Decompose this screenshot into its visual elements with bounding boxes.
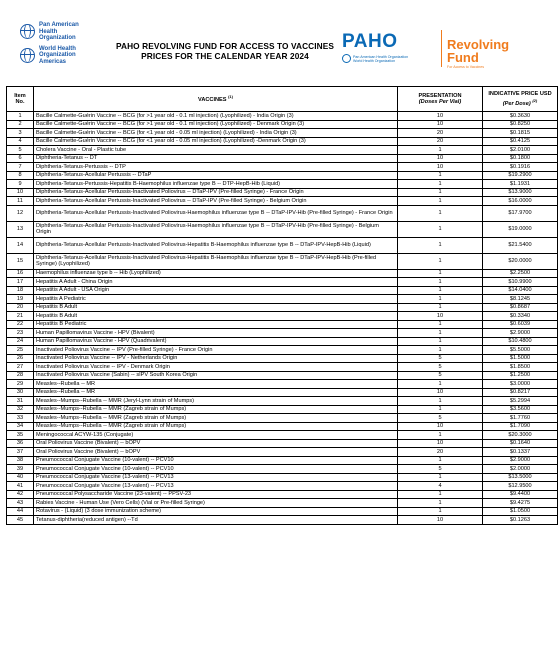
item-no-cell: 42	[7, 490, 34, 499]
price-cell: $0.4125	[483, 137, 558, 146]
item-no-cell: 10	[7, 188, 34, 197]
item-no-cell: 38	[7, 456, 34, 465]
presentation-cell: 10	[398, 388, 483, 397]
item-no-cell: 36	[7, 439, 34, 448]
item-no-cell: 8	[7, 171, 34, 180]
presentation-cell: 1	[398, 197, 483, 206]
presentation-cell: 1	[398, 180, 483, 189]
paho-sub2: World Health Organization	[353, 58, 396, 63]
price-cell: $13.5000	[483, 473, 558, 482]
vaccine-name-cell: Oral Poliovirus Vaccine (Bivalent) -- bOPV	[34, 448, 398, 457]
table-row	[7, 439, 558, 448]
item-no-cell: 7	[7, 163, 34, 172]
presentation-cell: 10	[398, 112, 483, 121]
presentation-cell: 20	[398, 137, 483, 146]
presentation-cell: 1	[398, 286, 483, 295]
table-row	[7, 154, 558, 163]
price-cell: $10.9900	[483, 278, 558, 287]
document-title	[113, 41, 337, 61]
presentation-cell: 1	[398, 329, 483, 338]
presentation-cell: 1	[398, 253, 483, 269]
price-cell: $13.9000	[483, 188, 558, 197]
table-row	[7, 405, 558, 414]
price-cell: $9.4400	[483, 490, 558, 499]
price-cell: $10.4800	[483, 337, 558, 346]
presentation-cell: 1	[398, 303, 483, 312]
table-row	[7, 197, 558, 206]
table-row	[7, 120, 558, 129]
vaccine-name-cell: Hepatitis A Adult - USA Origin	[34, 286, 398, 295]
item-no-cell: 4	[7, 137, 34, 146]
table-row	[7, 422, 558, 431]
vaccine-name-cell: Diphtheria-Tetanus-Pertussis -- DTP	[34, 163, 398, 172]
price-cell: $21.5400	[483, 237, 558, 253]
table-row	[7, 516, 558, 525]
vaccine-name-cell: Hepatitis A Adult - China Origin	[34, 278, 398, 287]
paho-who-logo	[20, 22, 104, 69]
presentation-cell: 5	[398, 354, 483, 363]
item-no-cell: 26	[7, 354, 34, 363]
presentation-cell: 20	[398, 448, 483, 457]
price-cell: $2.0000	[483, 465, 558, 474]
vaccine-name-cell: Hepatitis B Adult	[34, 312, 398, 321]
price-cell: $1.2500	[483, 371, 558, 380]
table-row	[7, 473, 558, 482]
item-no-cell: 40	[7, 473, 34, 482]
presentation-cell: 1	[398, 473, 483, 482]
vaccine-name-cell: Bacille Calmette-Guérin Vaccine -- BCG (for <1 year old - 0.05 ml injection) (Lyophilized) - India Origin (3)	[34, 129, 398, 138]
item-no-cell: 31	[7, 397, 34, 406]
presentation-cell: 1	[398, 320, 483, 329]
table-row	[7, 237, 558, 253]
vaccine-name-cell: Inactivated Poliovirus Vaccine (Sabin) -- sIPV South Korea Origin	[34, 371, 398, 380]
item-no-cell: 18	[7, 286, 34, 295]
rf-line2: Fund	[447, 50, 479, 65]
vaccine-name-cell: Pneumococcal Conjugate Vaccine (10-valent) -- PCV10	[34, 456, 398, 465]
table-row	[7, 269, 558, 278]
who-globe-icon	[20, 48, 35, 63]
price-cell: $2.9000	[483, 456, 558, 465]
item-no-cell: 17	[7, 278, 34, 287]
presentation-cell: 1	[398, 397, 483, 406]
vaccine-name-cell: Inactivated Poliovirus Vaccine -- IPV - Netherlands Origin	[34, 354, 398, 363]
vaccine-name-cell: Bacille Calmette-Guérin Vaccine -- BCG (for >1 year old - 0.1 ml injection) (Lyophilized) - Denmark Origin (3)	[34, 120, 398, 129]
table-row	[7, 112, 558, 121]
item-no-cell: 32	[7, 405, 34, 414]
logo-divider	[441, 30, 442, 67]
item-no-cell: 45	[7, 516, 34, 525]
vaccine-name-cell: Pneumococcal Conjugate Vaccine (13-valent) -- PCV13	[34, 473, 398, 482]
price-cell: $0.3340	[483, 312, 558, 321]
table-row	[7, 286, 558, 295]
vaccine-name-cell: Bacille Calmette-Guérin Vaccine -- BCG (for <1 year old - 0.05 ml injection) (Lyophilized) -Denmark Origin (3)	[34, 137, 398, 146]
table-row	[7, 346, 558, 355]
table-row	[7, 303, 558, 312]
vaccine-price-table	[6, 86, 558, 525]
presentation-cell: 4	[398, 482, 483, 491]
price-cell: $5.2994	[483, 397, 558, 406]
table-row	[7, 363, 558, 372]
vaccine-name-cell: Diphtheria-Tetanus-Acellular Pertussis-Inactivated Poliovirus -- DTaP-IPV (Pre-filled Syringe) - France Origin	[34, 188, 398, 197]
table-row	[7, 171, 558, 180]
vaccine-name-cell: Diphtheria-Tetanus-Acellular Pertussis-Inactivated Poliovirus-Hepatitis B-Haemophilus influenzae type B -- DTaP-IPV-HepB-Hib (Liquid)	[34, 237, 398, 253]
item-no-cell: 11	[7, 197, 34, 206]
presentation-cell: 1	[398, 269, 483, 278]
item-no-cell: 39	[7, 465, 34, 474]
title-line2: PRICES FOR THE CALENDAR YEAR 2024	[141, 51, 309, 61]
table-body	[7, 112, 558, 525]
item-no-cell: 13	[7, 221, 34, 237]
item-no-cell: 15	[7, 253, 34, 269]
price-cell: $0.8687	[483, 303, 558, 312]
vaccine-name-cell: Measles--Rubella -- MR	[34, 388, 398, 397]
vaccine-name-cell: Bacille Calmette-Guérin Vaccine -- BCG (for >1 year old - 0.1 ml injection) (Lyophilized) - India Origin (3)	[34, 112, 398, 121]
price-cell: $0.1640	[483, 439, 558, 448]
price-cell: $8.1245	[483, 295, 558, 304]
price-cell: $2.2500	[483, 269, 558, 278]
price-cell: $16.0000	[483, 197, 558, 206]
table-row	[7, 180, 558, 189]
col-header-price: INDICATIVE PRICE USD (Per Dose) $^{(2)}$	[483, 87, 558, 112]
presentation-cell: 10	[398, 163, 483, 172]
logo-paho-line1: Pan American	[39, 22, 79, 28]
presentation-cell: 1	[398, 499, 483, 508]
price-cell: $0.1263	[483, 516, 558, 525]
presentation-cell: 1	[398, 146, 483, 155]
item-no-cell: 5	[7, 146, 34, 155]
paho-globe-icon	[20, 24, 35, 39]
col-header-presentation: PRESENTATION (Doses Per Vial)	[398, 87, 483, 112]
table-row	[7, 397, 558, 406]
rf-line1: Revolving	[447, 37, 510, 52]
table-row	[7, 431, 558, 440]
item-no-cell: 44	[7, 507, 34, 516]
presentation-sub: (Doses Per Vial)	[418, 99, 462, 105]
presentation-cell: 1	[398, 380, 483, 389]
vaccine-name-cell: Diphtheria-Tetanus-Pertussis-Hepatitis B-Haemophilus influenzae type B -- DTP-HepB-Hib (Liquid)	[34, 180, 398, 189]
logo-paho-line2: Health	[39, 28, 58, 35]
price-cell: $19.2900	[483, 171, 558, 180]
presentation-cell: 1	[398, 188, 483, 197]
vaccine-name-cell: Oral Poliovirus Vaccine (Bivalent) -- bOPV	[34, 439, 398, 448]
price-cell: $0.1916	[483, 163, 558, 172]
item-no-cell: 30	[7, 388, 34, 397]
price-cell: $1.7760	[483, 414, 558, 423]
presentation-cell: 1	[398, 205, 483, 221]
vaccine-name-cell: Rotavirus - (Liquid) (3 dose immunization scheme)	[34, 507, 398, 516]
presentation-cell: 1	[398, 237, 483, 253]
vaccine-name-cell: Measles--Mumps--Rubella -- MMR (Zagreb strain of Mumps)	[34, 405, 398, 414]
price-cell: $5.5000	[483, 346, 558, 355]
price-cell: $0.1337	[483, 448, 558, 457]
paho-brand: PAHO	[342, 31, 398, 52]
table-row	[7, 337, 558, 346]
table-row	[7, 448, 558, 457]
presentation-cell: 1	[398, 456, 483, 465]
table-row	[7, 295, 558, 304]
price-cell: $12.9500	[483, 482, 558, 491]
presentation-cell: 5	[398, 465, 483, 474]
vaccine-name-cell: Pneumococcal Conjugate Vaccine (13-valent) -- PCV13	[34, 482, 398, 491]
price-cell: $0.8250	[483, 120, 558, 129]
price-cell: $2.0100	[483, 146, 558, 155]
item-no-cell: 16	[7, 269, 34, 278]
presentation-cell: 1	[398, 278, 483, 287]
presentation-cell: 10	[398, 439, 483, 448]
presentation-cell: 1	[398, 221, 483, 237]
vaccine-name-cell: Diphtheria-Tetanus -- DT	[34, 154, 398, 163]
vaccine-name-cell: Human Papillomavirus Vaccine - HPV (Quadrivalent)	[34, 337, 398, 346]
price-cell: $0.1800	[483, 154, 558, 163]
logo-who-line3: Americas	[39, 58, 67, 65]
price-cell: $9.4275	[483, 499, 558, 508]
price-cell: $1.5000	[483, 354, 558, 363]
table-row	[7, 499, 558, 508]
table-row	[7, 354, 558, 363]
price-cell: $3.5600	[483, 405, 558, 414]
vaccine-name-cell: Diphtheria-Tetanus-Acellular Pertussis-Inactivated Poliovirus-Haemophilus influenzae type B -- DTaP-IPV-Hib (Pre-filled Syringe) - Belgium Origin	[34, 221, 398, 237]
presentation-cell: 10	[398, 516, 483, 525]
vaccine-name-cell: Rabies Vaccine - Human Use (Vero Cells) (Vial or Pre-filled Syringe)	[34, 499, 398, 508]
table-row	[7, 465, 558, 474]
item-no-cell: 34	[7, 422, 34, 431]
table-row	[7, 380, 558, 389]
vaccine-name-cell: Cholera Vaccine - Oral - Plastic tube	[34, 146, 398, 155]
price-cell: $1.1931	[483, 180, 558, 189]
vaccine-name-cell: Measles--Rubella -- MR	[34, 380, 398, 389]
vaccine-name-cell: Inactivated Poliovirus Vaccine -- IPV - Denmark Origin	[34, 363, 398, 372]
item-no-cell: 14	[7, 237, 34, 253]
price-cell: $0.1815	[483, 129, 558, 138]
presentation-cell: 5	[398, 363, 483, 372]
logo-who-line1: World Health	[39, 45, 76, 52]
vaccines-note: (1)	[228, 94, 233, 100]
item-no-cell: 9	[7, 180, 34, 189]
item-no-cell: 29	[7, 380, 34, 389]
vaccine-name-cell: Diphtheria-Tetanus-Acellular Pertussis-Inactivated Poliovirus-Hepatitis B-Haemophilus influenzae type B -- DTaP-IPV-HepB-Hib (Pre-filled Syringe) (Lyophilized)	[34, 253, 398, 269]
price-cell: $20.0000	[483, 253, 558, 269]
col-header-item: Item No.	[7, 87, 34, 112]
presentation-cell: 1	[398, 490, 483, 499]
item-no-cell: 33	[7, 414, 34, 423]
item-no-cell: 27	[7, 363, 34, 372]
price-cell: $1.7090	[483, 422, 558, 431]
revolving-fund-logo	[447, 38, 537, 69]
presentation-cell: 1	[398, 295, 483, 304]
price-cell: $14.0400	[483, 286, 558, 295]
item-no-cell: 43	[7, 499, 34, 508]
item-no-cell: 12	[7, 205, 34, 221]
paho-mini-globe-icon	[342, 54, 351, 63]
vaccine-name-cell: Diphtheria-Tetanus-Acellular Pertussis -- DTaP	[34, 171, 398, 180]
vaccine-name-cell: Diphtheria-Tetanus-Acellular Pertussis-Inactivated Poliovirus-Haemophilus influenzae type B -- DTaP-IPV-Hib (Pre-filled Syringe) - France Origin	[34, 205, 398, 221]
presentation-cell: 1	[398, 346, 483, 355]
price-sub: (Per Dose) $^{(2)}$	[502, 97, 538, 107]
price-cell: $0.3630	[483, 112, 558, 121]
price-cell: $19.0000	[483, 221, 558, 237]
item-no-cell: 21	[7, 312, 34, 321]
vaccine-name-cell: Inactivated Poliovirus Vaccine -- IPV (Pre-filled Syringe) - France Origin	[34, 346, 398, 355]
item-no-cell: 23	[7, 329, 34, 338]
item-no-cell: 41	[7, 482, 34, 491]
presentation-cell: 10	[398, 154, 483, 163]
vaccine-name-cell: Measles--Mumps--Rubella -- MMR (Jeryl-Lynn strain of Mumps)	[34, 397, 398, 406]
presentation-cell: 20	[398, 129, 483, 138]
price-cell: $20.3000	[483, 431, 558, 440]
presentation-cell: 1	[398, 171, 483, 180]
item-no-cell: 22	[7, 320, 34, 329]
table-row	[7, 490, 558, 499]
presentation-cell: 1	[398, 405, 483, 414]
vaccine-name-cell: Tetanus-diphtheria(reduced antigen) --Td	[34, 516, 398, 525]
presentation-cell: 5	[398, 414, 483, 423]
vaccine-name-cell: Pneumococcal Polysaccharide Vaccine (23-valent) -- PPSV-23	[34, 490, 398, 499]
header	[0, 0, 543, 82]
paho-logo	[342, 32, 437, 63]
vaccine-name-cell: Diphtheria-Tetanus-Acellular Pertussis-Inactivated Poliovirus -- DTaP-IPV (Pre-filled Syringe) - Belgium Origin	[34, 197, 398, 206]
item-no-cell: 3	[7, 129, 34, 138]
price-cell: $1.0500	[483, 507, 558, 516]
price-cell: $0.6039	[483, 320, 558, 329]
vaccine-name-cell: Hepatitis B Adult	[34, 303, 398, 312]
presentation-cell: 1	[398, 507, 483, 516]
price-cell: $17.9700	[483, 205, 558, 221]
table-row	[7, 312, 558, 321]
table-row	[7, 278, 558, 287]
logo-paho-line3: Organization	[39, 35, 76, 41]
presentation-cell: 10	[398, 422, 483, 431]
item-no-cell: 28	[7, 371, 34, 380]
table-row	[7, 388, 558, 397]
table-row	[7, 456, 558, 465]
item-no-cell: 37	[7, 448, 34, 457]
item-no-cell: 25	[7, 346, 34, 355]
price-cell: $3.0000	[483, 380, 558, 389]
table-row	[7, 482, 558, 491]
table-row	[7, 371, 558, 380]
item-no-cell: 35	[7, 431, 34, 440]
price-cell: $0.8217	[483, 388, 558, 397]
table-row	[7, 188, 558, 197]
presentation-cell: 10	[398, 120, 483, 129]
price-cell: $2.9000	[483, 329, 558, 338]
table-row	[7, 221, 558, 237]
title-line1: PAHO REVOLVING FUND FOR ACCESS TO VACCINES	[115, 41, 335, 51]
item-no-cell: 1	[7, 112, 34, 121]
table-row	[7, 146, 558, 155]
table-row	[7, 320, 558, 329]
table-row	[7, 507, 558, 516]
vaccine-name-cell: Hepatitis B Pediatric	[34, 320, 398, 329]
table-row	[7, 205, 558, 221]
table-row	[7, 163, 558, 172]
presentation-cell: 1	[398, 337, 483, 346]
price-cell: $1.8500	[483, 363, 558, 372]
item-no-cell: 19	[7, 295, 34, 304]
col-header-vaccines: VACCINES $^{(1)}$	[34, 87, 398, 112]
table-row	[7, 129, 558, 138]
presentation-cell: 5	[398, 371, 483, 380]
presentation-cell: 10	[398, 312, 483, 321]
vaccine-name-cell: Meningococcal ACYW-135 (Conjugate)	[34, 431, 398, 440]
table-row	[7, 137, 558, 146]
table-row	[7, 329, 558, 338]
vaccine-name-cell: Human Papillomavirus Vaccine - HPV (Bivalent)	[34, 329, 398, 338]
presentation-cell: 1	[398, 431, 483, 440]
vaccine-name-cell: Haemophilus influenzae type b -- Hib (Lyophilized)	[34, 269, 398, 278]
item-no-cell: 24	[7, 337, 34, 346]
vaccine-name-cell: Measles--Mumps--Rubella -- MMR (Zagreb strain of Mumps)	[34, 422, 398, 431]
item-no-cell: 6	[7, 154, 34, 163]
table-row	[7, 414, 558, 423]
paho-sub1: Pan American Health Organization	[353, 54, 409, 59]
table-row	[7, 253, 558, 269]
vaccine-name-cell: Hepatitis A Pediatric	[34, 295, 398, 304]
item-no-cell: 20	[7, 303, 34, 312]
rf-sub: For Access to Vaccines	[447, 65, 485, 69]
logo-who-line2: Organization	[39, 52, 76, 58]
item-no-cell: 2	[7, 120, 34, 129]
vaccine-name-cell: Pneumococcal Conjugate Vaccine (10-valent) -- PCV10	[34, 465, 398, 474]
vaccine-name-cell: Measles--Mumps--Rubella -- MMR (Zagreb strain of Mumps)	[34, 414, 398, 423]
